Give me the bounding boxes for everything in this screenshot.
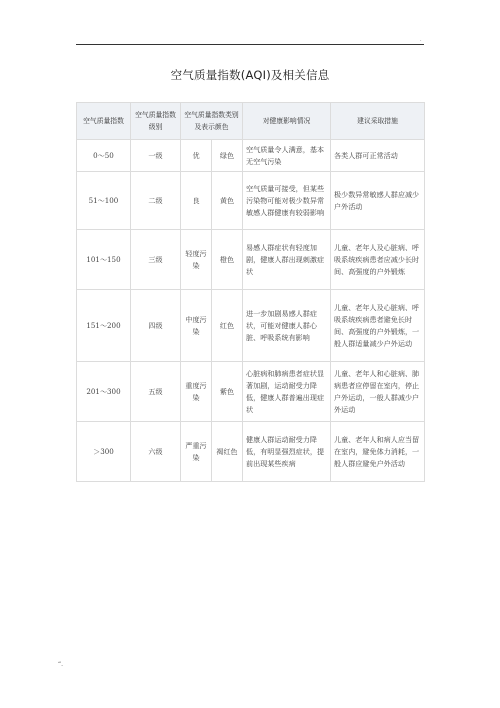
cell-level: 二级	[131, 172, 181, 230]
cell-aqi: 0～50	[77, 140, 131, 172]
cell-advice: 极少数异常敏感人群应减少户外活动	[331, 172, 425, 230]
header-advice: 建议采取措施	[331, 103, 425, 140]
cell-advice: 儿童、老年人和心脏病、肺病患者应停留在室内，停止户外运动，一般人群减少户外运动	[331, 362, 425, 422]
cell-aqi: 201～300	[77, 362, 131, 422]
aqi-table	[76, 102, 425, 482]
table-row	[77, 290, 425, 362]
page-title: 空气质量指数(AQI)及相关信息	[170, 68, 330, 82]
header-category: 空气质量指数类别及表示颜色	[181, 103, 243, 140]
cell-health: 易感人群症状有轻度加剧，健康人群出现刺激症状	[243, 230, 331, 290]
cell-health: 健康人群运动耐受力降低，有明显强烈症状，提前出现某些疾病	[243, 422, 331, 482]
cell-level: 五级	[131, 362, 181, 422]
cell-advice: 儿童、老年人和病人应当留在室内，避免体力消耗，一般人群应避免户外活动	[331, 422, 425, 482]
table-row	[77, 172, 425, 230]
footer-mark: “.	[58, 661, 64, 668]
cell-aqi: 51～100	[77, 172, 131, 230]
cell-level: 六级	[131, 422, 181, 482]
cell-color: 橙色	[212, 230, 243, 290]
cell-color: 紫色	[212, 362, 243, 422]
table-row	[77, 422, 425, 482]
cell-color: 绿色	[212, 140, 243, 172]
cell-category: 中度污染	[181, 290, 212, 362]
cell-aqi: 151～200	[77, 290, 131, 362]
table-row	[77, 230, 425, 290]
table-row	[77, 362, 425, 422]
cell-aqi: ＞300	[77, 422, 131, 482]
header-aqi: 空气质量指数	[77, 103, 131, 140]
header-mark: .	[420, 37, 422, 43]
cell-level: 三级	[131, 230, 181, 290]
cell-category: 重度污染	[181, 362, 212, 422]
header-rule	[76, 44, 424, 45]
cell-health: 空气质量令人满意，基本无空气污染	[243, 140, 331, 172]
cell-category: 轻度污染	[181, 230, 212, 290]
cell-level: 一级	[131, 140, 181, 172]
cell-color: 红色	[212, 290, 243, 362]
cell-category: 良	[181, 172, 212, 230]
cell-health: 进一步加剧易感人群症状，可能对健康人群心脏、呼吸系统有影响	[243, 290, 331, 362]
cell-health: 空气质量可接受，但某些污染物可能对极少数异常敏感人群健康有较弱影响	[243, 172, 331, 230]
cell-health: 心脏病和肺病患者症状显著加剧，运动耐受力降低，健康人群普遍出现症状	[243, 362, 331, 422]
cell-advice: 儿童、老年人及心脏病、呼吸系统疾病患者避免长时间、高强度的户外锻炼，一般人群适量减少户外运动	[331, 290, 425, 362]
table-row	[77, 140, 425, 172]
cell-color: 褐红色	[212, 422, 243, 482]
cell-level: 四级	[131, 290, 181, 362]
cell-category: 严重污染	[181, 422, 212, 482]
header-health: 对健康影响情况	[243, 103, 331, 140]
cell-category: 优	[181, 140, 212, 172]
cell-advice: 各类人群可正常活动	[331, 140, 425, 172]
cell-advice: 儿童、老年人及心脏病、呼吸系统疾病患者应减少长时间、高强度的户外锻炼	[331, 230, 425, 290]
header-level: 空气质量指数级别	[131, 103, 181, 140]
cell-aqi: 101～150	[77, 230, 131, 290]
table-header-row	[77, 103, 425, 140]
cell-color: 黄色	[212, 172, 243, 230]
